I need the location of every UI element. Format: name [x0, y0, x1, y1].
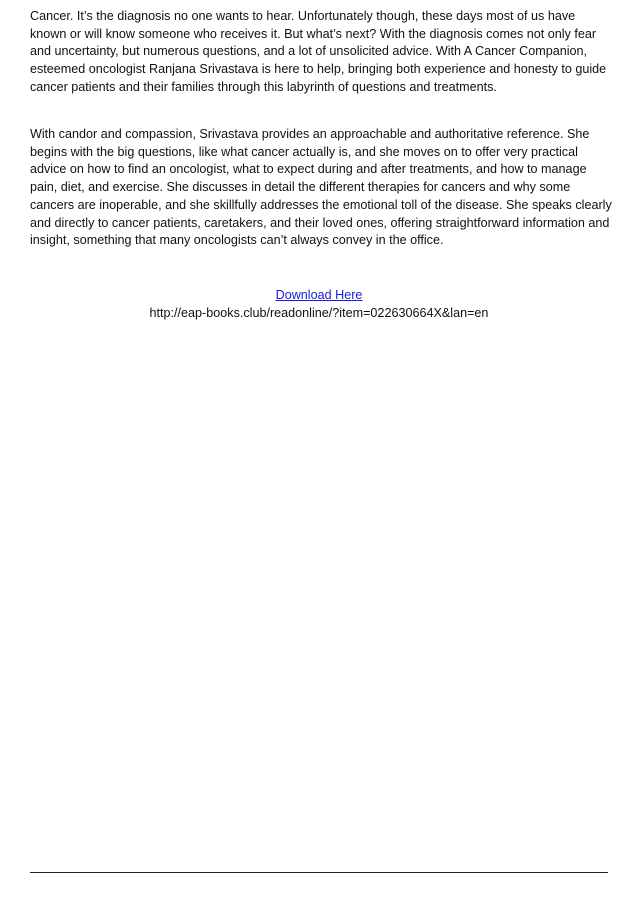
download-url: http://eap-books.club/readonline/?item=022630664X&lan=en — [149, 305, 489, 320]
paragraph-intro: Cancer. It’s the diagnosis no one wants to hear. Unfortunately though, these days most of us have known or will know someone who receives it. But what’s next? With the diagnosis comes not only fear and uncertainty, but numerous questions, and a lot of unsolicited advice. With A Cancer Companion, esteemed oncologist Ranjana Srivastava is here to help, bringing both experience and honesty to guide cancer patients and their families through this labyrinth of questions and treatments. — [30, 9, 607, 94]
download-link[interactable]: Download Here — [275, 288, 363, 302]
footer-divider — [30, 872, 608, 873]
download-section — [0, 287, 638, 322]
paragraph-overview: With candor and compassion, Srivastava provides an approachable and authoritative reference. She begins with the big questions, like what cancer actually is, and she moves on to offer very practical advice on how to find an oncologist, what to expect during and after treatments, and how to manage pain, diet, and exercise. She discusses in detail the different therapies for cancers and why some cancers are inoperable, and she skillfully addresses the emotional toll of the disease. She speaks clearly and directly to cancer patients, caretakers, and their loved ones, offering straightforward information and insight, something that many oncologists can’t always convey in the office. — [30, 127, 612, 248]
